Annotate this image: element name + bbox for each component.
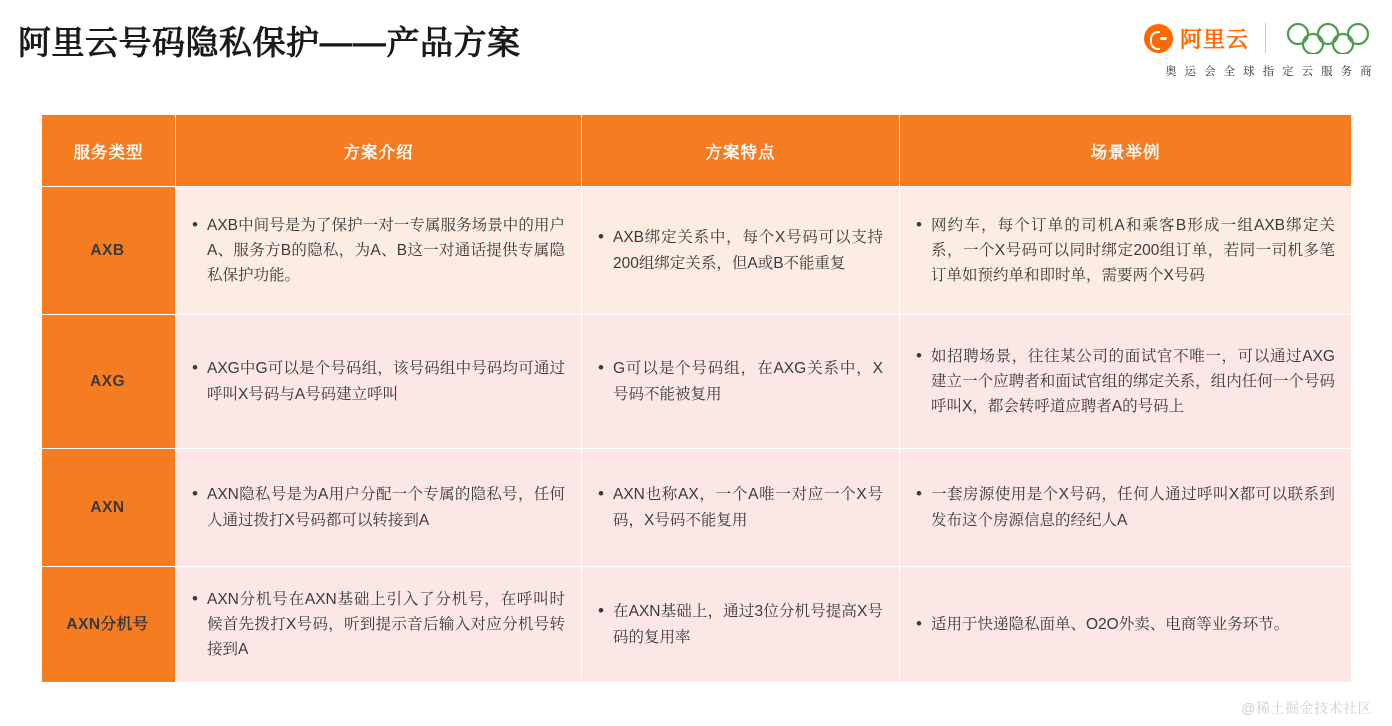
bullet-item: • 如招聘场景，往往某公司的面试官不唯一，可以通过AXG建立一个应聘者和面试官组的绑定关系，组内任何一个号码呼叫X，都会转呼道应聘者A的号码上 xyxy=(931,344,1335,419)
table-row xyxy=(42,449,1352,567)
column-header-service-type: 服务类型 xyxy=(42,115,176,187)
column-header-solution-feature: 方案特点 xyxy=(582,115,900,187)
service-type-axn: AXN xyxy=(42,449,176,567)
table-row xyxy=(42,315,1352,449)
table-row xyxy=(42,187,1352,315)
brand-row xyxy=(1084,20,1374,56)
scenario-example-axg xyxy=(900,315,1352,449)
service-type-axn-extension: AXN分机号 xyxy=(42,567,176,683)
vertical-divider-icon xyxy=(1265,23,1266,53)
bullet-item: • AXN也称AX，一个A唯一对应一个X号码，X号码不能复用 xyxy=(613,482,883,532)
alibaba-cloud-logo-icon xyxy=(1144,23,1249,54)
column-header-solution-intro: 方案介绍 xyxy=(176,115,582,187)
bullet-item: • AXB中间号是为了保护一对一专属服务场景中的用户A、服务方B的隐私，为A、B这一对通话提供专属隐私保护功能。 xyxy=(207,213,565,288)
bullet-item: • 一套房源使用是个X号码，任何人通过呼叫X都可以联系到发布这个房源信息的经纪人A xyxy=(931,482,1335,532)
solution-feature-axb xyxy=(582,187,900,315)
service-type-axg: AXG xyxy=(42,315,176,449)
scenario-example-axb xyxy=(900,187,1352,315)
solution-intro-axn-extension xyxy=(176,567,582,683)
solution-intro-axb xyxy=(176,187,582,315)
alibaba-cloud-mark-icon xyxy=(1144,24,1173,53)
bullet-item: • AXN隐私号是为A用户分配一个专属的隐私号，任何人通过拨打X号码都可以转接到A xyxy=(207,482,565,532)
bullet-item: • AXB绑定关系中，每个X号码可以支持200组绑定关系，但A或B不能重复 xyxy=(613,225,883,275)
solution-intro-axn xyxy=(176,449,582,567)
product-solutions-table xyxy=(41,114,1351,683)
brand-block xyxy=(1084,20,1374,80)
table-header-row xyxy=(42,115,1352,187)
bullet-item: • 在AXN基础上，通过3位分机号提高X号码的复用率 xyxy=(613,599,883,649)
solution-feature-axg xyxy=(582,315,900,449)
scenario-example-axn xyxy=(900,449,1352,567)
scenario-example-axn-extension xyxy=(900,567,1352,683)
bullet-item: • AXN分机号在AXN基础上引入了分机号，在呼叫时候首先拨打X号码，听到提示音后输入对应分机号转接到A xyxy=(207,587,565,662)
bullet-item: • AXG中G可以是个号码组，该号码组中号码均可通过呼叫X号码与A号码建立呼叫 xyxy=(207,356,565,406)
bullet-item: • 适用于快递隐私面单、O2O外卖、电商等业务环节。 xyxy=(931,612,1335,637)
service-type-axb: AXB xyxy=(42,187,176,315)
column-header-scenario-example: 场景举例 xyxy=(900,115,1352,187)
solution-feature-axn-extension xyxy=(582,567,900,683)
bullet-item: • G可以是个号码组，在AXG关系中，X号码不能被复用 xyxy=(613,356,883,406)
page-title: 阿里云号码隐私保护——产品方案 xyxy=(18,24,521,61)
bullet-item: • 网约车，每个订单的司机A和乘客B形成一组AXB绑定关系，一个X号码可以同时绑定200组订单，若同一司机多笔订单如预约单和即时单，需要两个X号码 xyxy=(931,213,1335,288)
table-row xyxy=(42,567,1352,683)
olympic-rings-icon xyxy=(1282,22,1374,54)
solution-feature-axn xyxy=(582,449,900,567)
brand-tagline: 奥 运 会 全 球 指 定 云 服 务 商 xyxy=(1165,66,1374,78)
watermark: @稀土掘金技术社区 xyxy=(1241,700,1372,716)
slide-header xyxy=(0,0,1392,96)
brand-logo-text: 阿里云 xyxy=(1179,26,1249,52)
solution-intro-axg xyxy=(176,315,582,449)
